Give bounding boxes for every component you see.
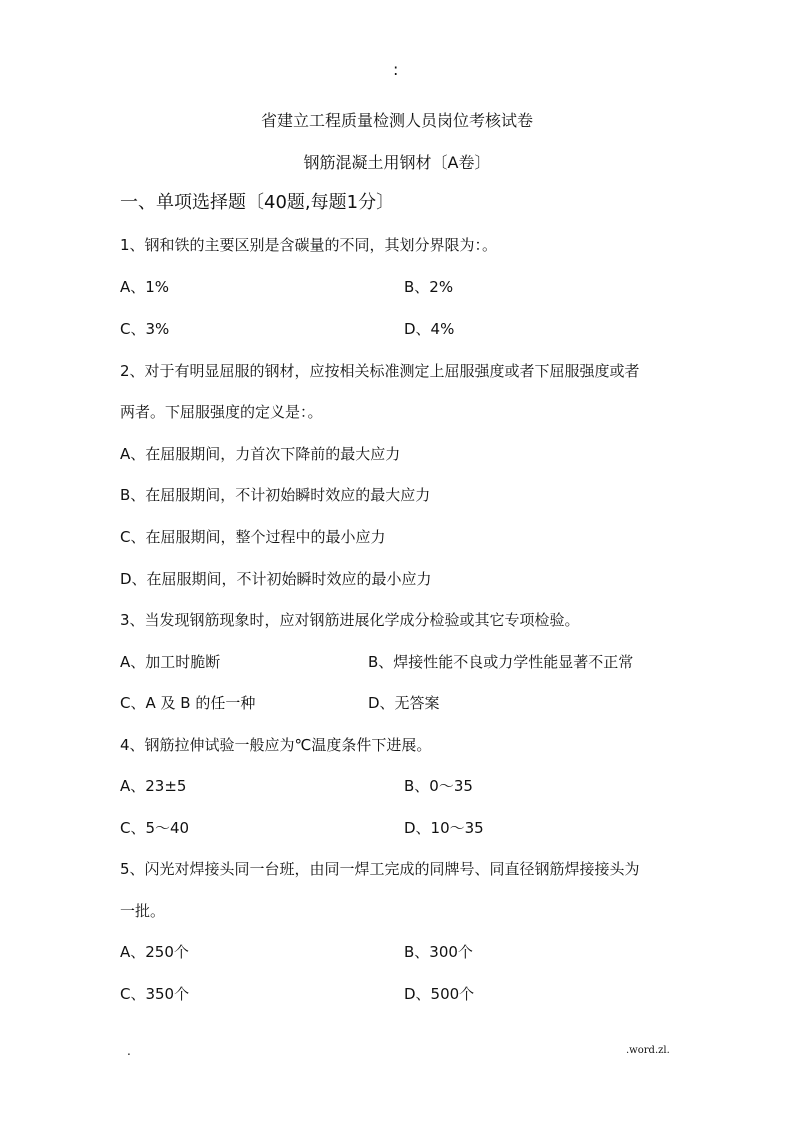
question-3-option-b: B、焊接性能不良或力学性能显著不正常 xyxy=(368,653,634,671)
question-5-option-d: D、500个 xyxy=(404,985,475,1003)
question-2-stem-line-2: 两者。下屈服强度的定义是：。 xyxy=(120,403,323,421)
top-mark: : xyxy=(393,60,399,79)
section-heading: 一、单项选择题〔40题,每题1分〕 xyxy=(120,192,395,213)
question-4-option-a: A、23±5 xyxy=(120,777,187,795)
exam-subtitle: 钢筋混凝土用钢材〔A卷〕 xyxy=(303,153,491,172)
question-2-option-d: D、在屈服期间，不计初始瞬时效应的最小应力 xyxy=(120,570,432,588)
question-5-option-a: A、250个 xyxy=(120,943,189,961)
question-5-option-c: C、350个 xyxy=(120,985,190,1003)
question-3-option-a: A、加工时脆断 xyxy=(120,653,221,671)
question-4-option-c: C、5～40 xyxy=(120,819,190,837)
footer-left-mark: . xyxy=(127,1044,131,1058)
question-3-stem: 3、当发现钢筋现象时，应对钢筋进展化学成分检验或其它专项检验。 xyxy=(120,611,580,629)
question-1-option-d: D、4% xyxy=(404,320,455,338)
question-3-option-d: D、无答案 xyxy=(368,694,440,712)
exam-title: 省建立工程质量检测人员岗位考核试卷 xyxy=(260,111,533,130)
question-1-option-b: B、2% xyxy=(404,278,454,296)
question-2-stem-line-1: 2、对于有明显屈服的钢材，应按相关标准测定上屈服强度或者下屈服强度或者 xyxy=(120,362,640,380)
question-5-stem-line-2: 一批。 xyxy=(120,902,166,920)
question-4-stem: 4、钢筋拉伸试验一般应为℃温度条件下进展。 xyxy=(120,736,432,754)
question-3-option-c: C、A 及 B 的任一种 xyxy=(120,694,256,712)
question-4-option-b: B、0～35 xyxy=(404,777,473,795)
question-5-option-b: B、300个 xyxy=(404,943,473,961)
question-2-option-a: A、在屈服期间，力首次下降前的最大应力 xyxy=(120,445,401,463)
footer-right-mark: .word.zl. xyxy=(626,1045,670,1056)
question-4-option-d: D、10～35 xyxy=(404,819,484,837)
question-1-option-c: C、3% xyxy=(120,320,170,338)
question-5-stem-line-1: 5、闪光对焊接头同一台班，由同一焊工完成的同牌号、同直径钢筋焊接接头为 xyxy=(120,860,640,878)
question-1-stem: 1、钢和铁的主要区别是含碳量的不同，其划分界限为：。 xyxy=(120,236,498,254)
question-1-option-a: A、1% xyxy=(120,278,170,296)
question-2-option-b: B、在屈服期间，不计初始瞬时效应的最大应力 xyxy=(120,486,431,504)
question-2-option-c: C、在屈服期间，整个过程中的最小应力 xyxy=(120,528,386,546)
